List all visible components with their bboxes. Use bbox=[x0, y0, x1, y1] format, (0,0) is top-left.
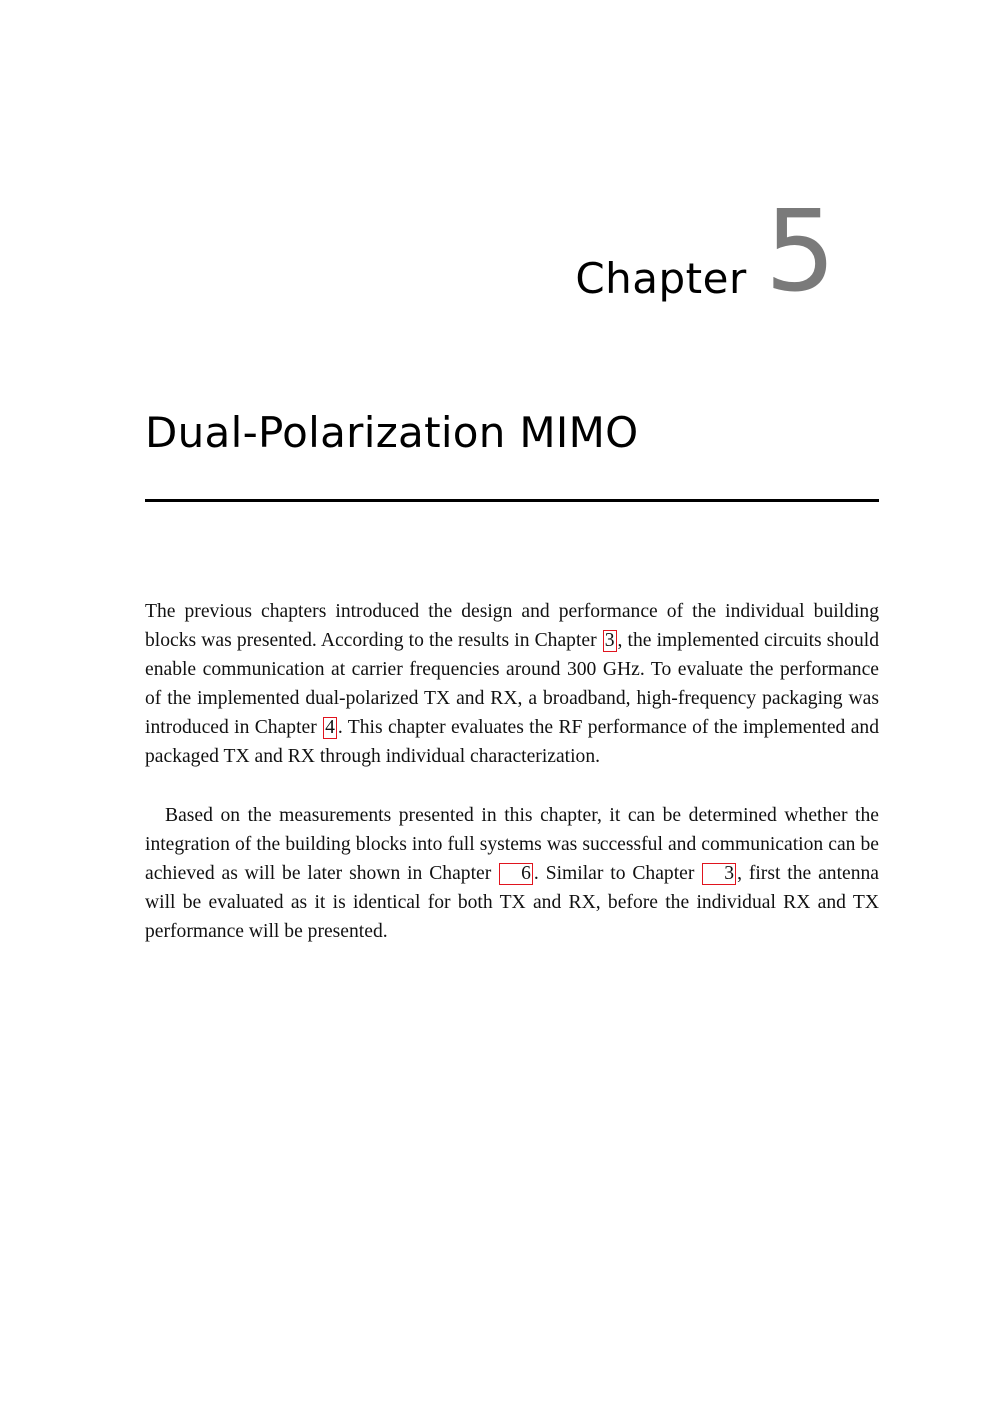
chapter-reference-link[interactable]: 3 bbox=[604, 630, 615, 652]
chapter-body bbox=[145, 597, 879, 946]
chapter-number: 5 bbox=[764, 187, 836, 317]
chapter-reference-link[interactable]: 3 bbox=[702, 863, 736, 885]
chapter-reference-link[interactable]: 6 bbox=[499, 863, 533, 885]
chapter-title: Dual-Polarization MIMO bbox=[145, 408, 639, 457]
paragraph-text: . This chapter evaluates the RF performance of the implemented and packaged TX and RX through individual characterization. bbox=[145, 717, 879, 768]
paragraph-1 bbox=[145, 597, 879, 772]
paragraph-text: , the implemented circuits should enable communication at carrier frequencies around 300 GHz. To evaluate the performance of the implemented dual-polarized TX and RX, a broadband, high-frequency packaging was introduced in Chapter bbox=[145, 630, 879, 739]
chapter-reference-link[interactable]: 4 bbox=[325, 717, 335, 739]
paragraph-text: . Similar to Chapter bbox=[533, 862, 702, 884]
chapter-heading bbox=[575, 187, 836, 317]
paragraph-text: Based on the measurements presented in this chapter, it can be determined whether the integration of the building blocks into full systems was successful and communication can be achieved as will be later shown in Chapter bbox=[145, 804, 879, 884]
paragraph-2 bbox=[145, 801, 879, 946]
paragraph-text: The previous chapters introduced the design and performance of the individual building blocks was presented. According to the results in Chapter bbox=[145, 601, 879, 652]
title-divider bbox=[145, 499, 879, 502]
chapter-label: Chapter bbox=[575, 254, 747, 303]
paragraph-text: , first the antenna will be evaluated as it is identical for both TX and RX, before the individual RX and TX performance will be presented. bbox=[145, 862, 879, 942]
